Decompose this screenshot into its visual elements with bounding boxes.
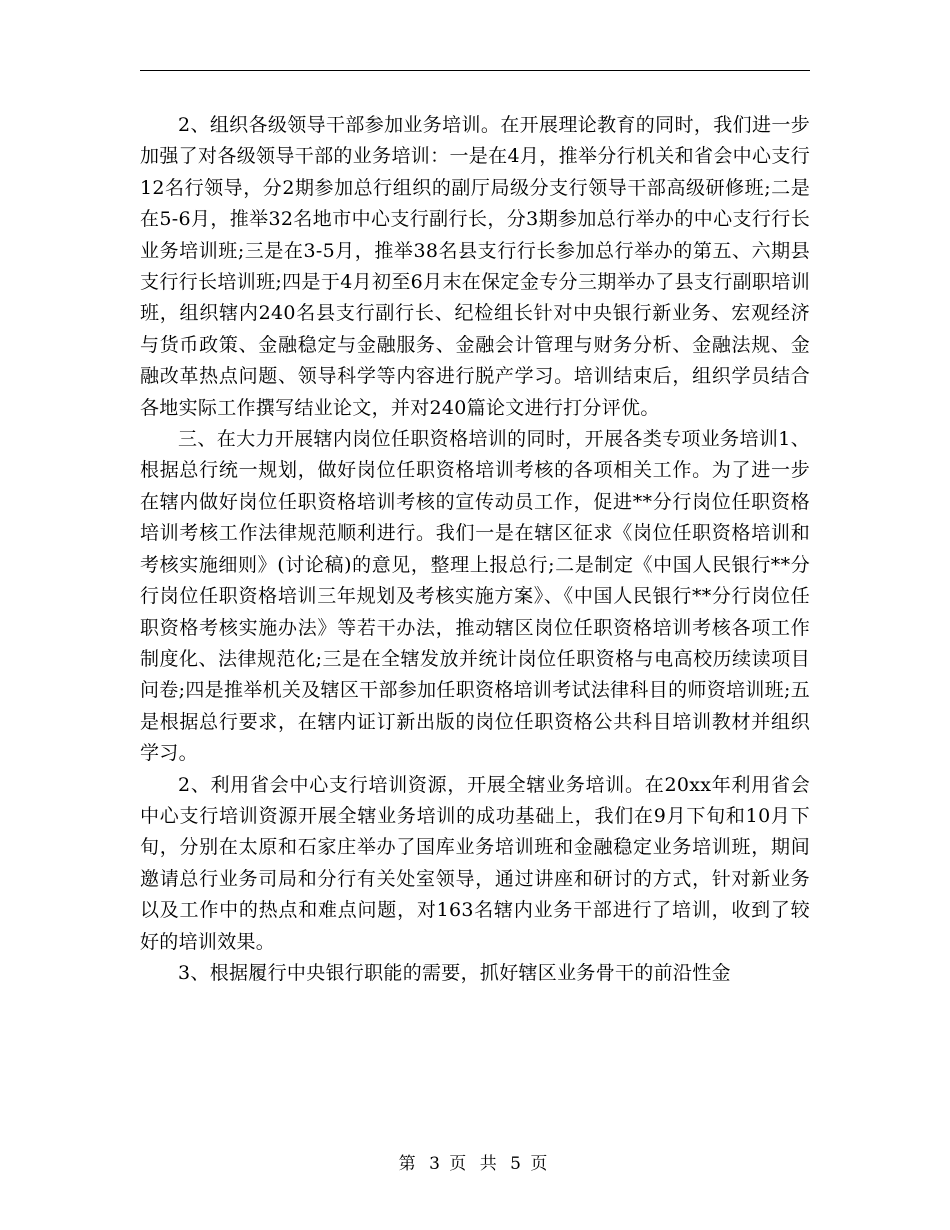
paragraph-3: 2、利用省会中心支行培训资源，开展全辖业务培训。在20xx年利用省会中心支行培训资源开展全辖业务培训的成功基础上，我们在9月下旬和10月下旬，分别在太原和石家庄举办了国库业务培训班和金融稳定业务培训班，期间邀请总行业务司局和分行有关处室领导，通过讲座和研讨的方式，针对新业务以及工作中的热点和难点问题，对163名辖内业务干部进行了培训，收到了较好的培训效果。	[140, 773, 810, 953]
paragraph-4: 3、根据履行中央银行职能的需要，抓好辖区业务骨干的前沿性金	[178, 961, 731, 984]
footer-suffix: 页	[530, 1154, 552, 1174]
footer-page-number: 3	[429, 1154, 440, 1174]
footer-total-pages: 5	[510, 1154, 521, 1174]
body-text	[140, 110, 810, 989]
footer-middle: 页 共	[449, 1154, 501, 1174]
paragraph-2: 三、在大力开展辖内岗位任职资格培训的同时，开展各类专项业务培训1、根据总行统一规划，做好岗位任职资格培训考核的各项相关工作。为了进一步在辖内做好岗位任职资格培训考核的宣传动员工作，促进**分行岗位任职资格培训考核工作法律规范顺利进行。我们一是在辖区征求《岗位任职资格培训和考核实施细则》(讨论稿)的意见，整理上报总行;二是制定《中国人民银行**分行岗位任职资格培训三年规划及考核实施方案》、《中国人民银行**分行岗位任职资格考核实施办法》等若干办法，推动辖区岗位任职资格培训考核各项工作制度化、法律规范化;三是在全辖发放并统计岗位任职资格与电高校历续读项目问卷;四是推举机关及辖区干部参加任职资格培训考试法律科目的师资培训班;五是根据总行要求，在辖内证订新出版的岗位任职资格公共科目培训教材并组织学习。	[140, 428, 810, 765]
paragraph-1: 2、组织各级领导干部参加业务培训。在开展理论教育的同时，我们进一步加强了对各级领导干部的业务培训：一是在4月，推举分行机关和省会中心支行12名行领导，分2期参加总行组织的副厅局级分支行领导干部高级研修班;二是在5-6月，推举32名地市中心支行副行长，分3期参加总行举办的中心支行行长业务培训班;三是在3-5月，推举38名县支行行长参加总行举办的第五、六期县支行行长培训班;四是于4月初至6月末在保定金专分三期举办了县支行副职培训班，组织辖内240名县支行副行长、纪检组长针对中央银行新业务、宏观经济与货币政策、金融稳定与金融服务、金融会计管理与财务分析、金融法规、金融改革热点问题、领导科学等内容进行脱产学习。培训结束后，组织学员结合各地实际工作撰写结业论文，并对240篇论文进行打分评优。	[140, 114, 810, 419]
header-rule	[140, 70, 810, 71]
page-footer	[0, 1152, 950, 1176]
footer-prefix: 第	[398, 1154, 420, 1174]
